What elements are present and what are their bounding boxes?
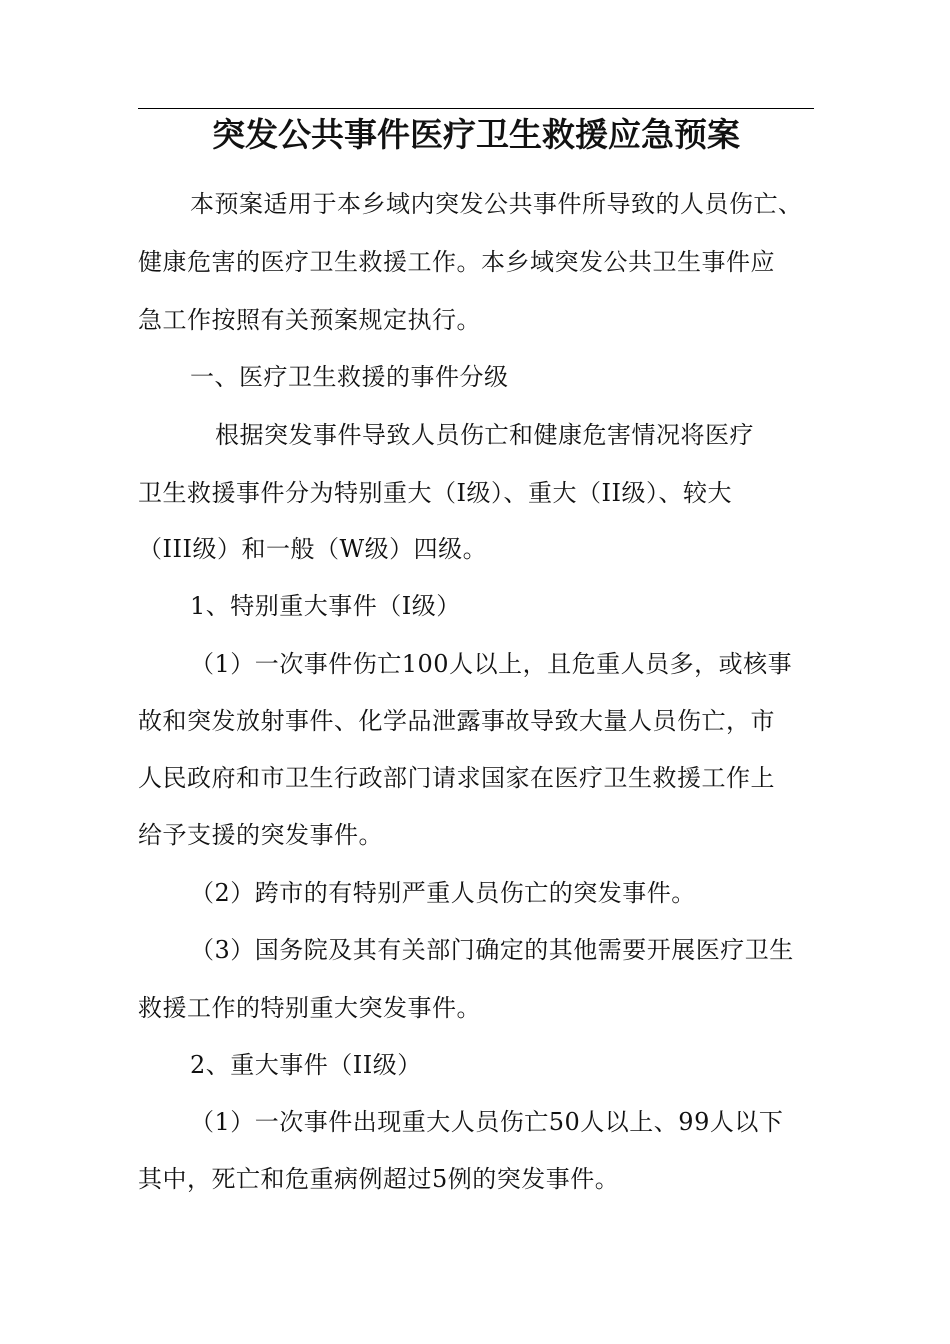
paragraph-line: 卫生救援事件分为特别重大（I级）、重大（II级）、较大 — [138, 479, 732, 507]
list-item-line: 故和突发放射事件、化学品泄露事故导致大量人员伤亡，市 — [138, 707, 775, 735]
paragraph-line: （III级）和一般（W级）四级。 — [138, 535, 488, 563]
header-rule — [138, 108, 814, 109]
list-item-line: 人民政府和市卫生行政部门请求国家在医疗卫生救援工作上 — [138, 764, 775, 792]
subsection-heading: 2、重大事件（II级） — [190, 1051, 422, 1079]
paragraph-line: 急工作按照有关预案规定执行。 — [138, 306, 481, 334]
list-item-line: （2）跨市的有特别严重人员伤亡的突发事件。 — [190, 879, 696, 907]
paragraph-line: 健康危害的医疗卫生救援工作。本乡域突发公共卫生事件应 — [138, 248, 775, 276]
section-heading: 一、医疗卫生救援的事件分级 — [190, 363, 509, 391]
list-item-line: （1）一次事件出现重大人员伤亡50人以上、99人以下 — [190, 1108, 784, 1136]
list-item-line: （3）国务院及其有关部门确定的其他需要开展医疗卫生 — [190, 936, 794, 964]
list-item-line: （1）一次事件伤亡100人以上，且危重人员多，或核事 — [190, 650, 793, 678]
list-item-line: 其中，死亡和危重病例超过5例的突发事件。 — [138, 1165, 620, 1193]
paragraph-line: 本预案适用于本乡域内突发公共事件所导致的人员伤亡、 — [190, 190, 803, 218]
paragraph-line: 根据突发事件导致人员伤亡和健康危害情况将医疗 — [215, 421, 754, 449]
subsection-heading: 1、特别重大事件（I级） — [190, 592, 461, 620]
list-item-line: 给予支援的突发事件。 — [138, 821, 383, 849]
document-title: 突发公共事件医疗卫生救援应急预案 — [212, 115, 740, 154]
list-item-line: 救援工作的特别重大突发事件。 — [138, 994, 481, 1022]
